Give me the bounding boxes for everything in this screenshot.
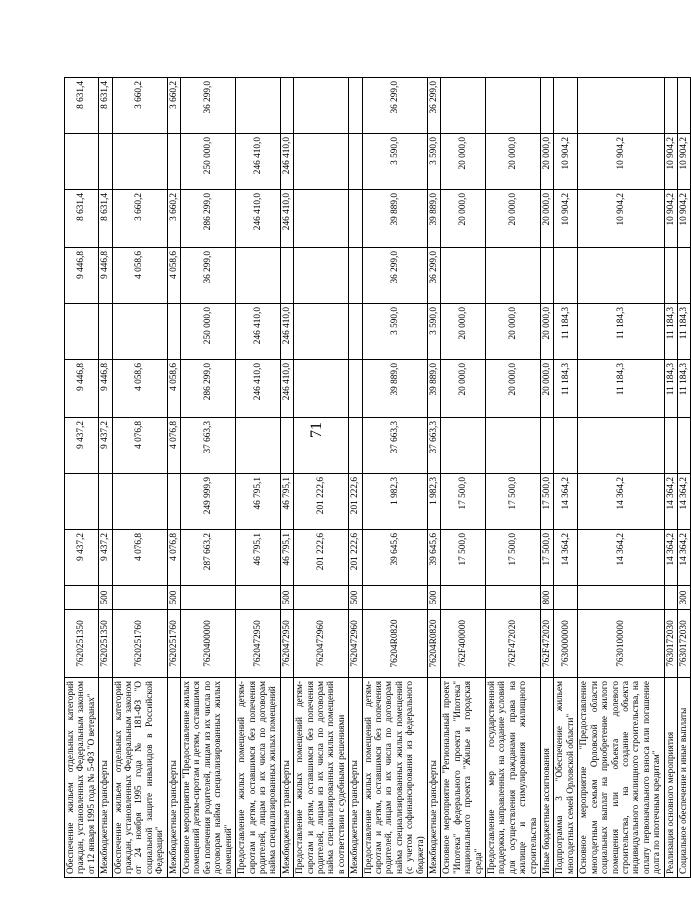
table-row	[112, 78, 167, 878]
cell-v3	[236, 418, 281, 474]
table-row	[294, 78, 349, 878]
table-row	[167, 78, 180, 878]
table-row	[181, 78, 236, 878]
cell-v4: 246 410,0	[280, 360, 293, 418]
cell-v8: 10 904,2	[677, 134, 690, 190]
cell-v8	[65, 134, 99, 190]
cell-v7: 8 631,4	[99, 190, 112, 248]
cell-v1: 9 437,2	[99, 530, 112, 586]
cell-name: Межбюджетные трансферты	[349, 678, 362, 878]
cell-name: Иные бюджетные ассигнования	[541, 678, 554, 878]
cell-v3: 9 437,2	[65, 418, 99, 474]
cell-name: Межбюджетные трансферты	[428, 678, 441, 878]
cell-v6	[349, 248, 362, 304]
table-row	[99, 78, 112, 878]
cell-v8: 20 000,0	[441, 134, 486, 190]
cell-v3: 37 663,3	[428, 418, 441, 474]
cell-v2: 1 982,3	[362, 474, 427, 530]
cell-code: 762F472020	[486, 610, 541, 678]
cell-v8: 10 904,2	[554, 134, 578, 190]
cell-v2: 201 222,6	[294, 474, 349, 530]
table-row	[65, 78, 99, 878]
cell-v5: 11 184,3	[578, 304, 664, 360]
cell-name: Межбюджетные трансферты	[280, 678, 293, 878]
cell-v8: 20 000,0	[541, 134, 554, 190]
cell-v4: 11 184,3	[554, 360, 578, 418]
cell-v3	[486, 418, 541, 474]
cell-v9	[294, 78, 349, 134]
cell-v7: 20 000,0	[541, 190, 554, 248]
table-row	[362, 78, 427, 878]
cell-vr	[664, 586, 677, 610]
cell-code: 7630100000	[578, 610, 664, 678]
cell-v6	[554, 248, 578, 304]
cell-v3	[441, 418, 486, 474]
cell-name: Межбюджетные трансферты	[99, 678, 112, 878]
cell-v4	[349, 360, 362, 418]
cell-vr	[362, 586, 427, 610]
cell-v4: 9 446,8	[99, 360, 112, 418]
cell-v4: 11 184,3	[677, 360, 690, 418]
cell-v8	[349, 134, 362, 190]
cell-v7: 246 410,0	[280, 190, 293, 248]
budget-table	[64, 77, 691, 878]
cell-v5: 3 590,0	[362, 304, 427, 360]
cell-vr: 300	[677, 586, 690, 610]
cell-v2: 1 982,3	[428, 474, 441, 530]
cell-v6: 36 299,0	[181, 248, 236, 304]
cell-v6: 9 446,8	[65, 248, 99, 304]
cell-v2: 201 222,6	[349, 474, 362, 530]
cell-v6: 4 058,6	[167, 248, 180, 304]
cell-v3	[294, 418, 349, 474]
cell-v6	[664, 248, 677, 304]
cell-vr	[181, 586, 236, 610]
cell-v5: 11 184,3	[554, 304, 578, 360]
cell-v3	[578, 418, 664, 474]
cell-v8: 20 000,0	[486, 134, 541, 190]
cell-v2: 46 795,1	[280, 474, 293, 530]
cell-v4: 39 889,0	[362, 360, 427, 418]
table-row	[578, 78, 664, 878]
cell-v7: 246 410,0	[236, 190, 281, 248]
cell-v3	[554, 418, 578, 474]
cell-v7: 20 000,0	[486, 190, 541, 248]
cell-v2: 46 795,1	[236, 474, 281, 530]
cell-v4: 286 299,0	[181, 360, 236, 418]
cell-v9: 3 660,2	[112, 78, 167, 134]
cell-v6	[294, 248, 349, 304]
cell-v5	[112, 304, 167, 360]
cell-v7: 10 904,2	[554, 190, 578, 248]
cell-v7: 20 000,0	[441, 190, 486, 248]
cell-code: 7630172030	[664, 610, 677, 678]
cell-v3: 37 663,3	[362, 418, 427, 474]
cell-v9	[236, 78, 281, 134]
cell-code: 7620472950	[280, 610, 293, 678]
cell-v3: 9 437,2	[99, 418, 112, 474]
cell-v1: 39 645,6	[428, 530, 441, 586]
cell-v5	[294, 304, 349, 360]
cell-code: 7620251760	[167, 610, 180, 678]
table-row	[554, 78, 578, 878]
cell-v7	[349, 190, 362, 248]
cell-name: Межбюджетные трансферты	[167, 678, 180, 878]
cell-code: 76204R0820	[362, 610, 427, 678]
cell-code: 7620472950	[236, 610, 281, 678]
cell-code: 7630172030	[677, 610, 690, 678]
cell-v4: 246 410,0	[236, 360, 281, 418]
cell-v6	[541, 248, 554, 304]
cell-v8	[294, 134, 349, 190]
cell-v8: 10 904,2	[664, 134, 677, 190]
budget-table-rotated	[64, 78, 689, 878]
cell-v1: 4 076,8	[112, 530, 167, 586]
cell-v8: 246 410,0	[236, 134, 281, 190]
table-body	[65, 78, 691, 878]
cell-name: Предоставление жилых помещений детям-сиротам и детям, оставшимся без попечения родителей, лицам из их числа по договорам найма специализированных жилых помещений (с учетом софинансирования из федерального бюджета)	[362, 678, 427, 878]
cell-vr	[486, 586, 541, 610]
cell-v2: 14 364,2	[677, 474, 690, 530]
cell-v4: 11 184,3	[664, 360, 677, 418]
cell-v6	[578, 248, 664, 304]
cell-v5	[349, 304, 362, 360]
cell-v7: 8 631,4	[65, 190, 99, 248]
cell-name: Реализация основного мероприятия	[664, 678, 677, 878]
cell-vr: 500	[428, 586, 441, 610]
cell-code: 762F400000	[441, 610, 486, 678]
cell-v2	[65, 474, 99, 530]
cell-v1: 14 364,2	[554, 530, 578, 586]
cell-v5: 20 000,0	[486, 304, 541, 360]
cell-v9: 8 631,4	[99, 78, 112, 134]
table-row	[541, 78, 554, 878]
cell-v7	[294, 190, 349, 248]
cell-v4: 39 889,0	[428, 360, 441, 418]
cell-code: 7620400000	[181, 610, 236, 678]
cell-name: Предоставление жилых помещений детям-сиротам и детям, оставшимся без попечения родителей, лицам из их числа по договорам найма специализированных жилых помещений в соответствии с судебными решениями	[294, 678, 349, 878]
cell-vr	[441, 586, 486, 610]
cell-code: 7630000000	[554, 610, 578, 678]
table-row	[280, 78, 293, 878]
cell-v1: 287 663,2	[181, 530, 236, 586]
cell-v3: 4 076,8	[112, 418, 167, 474]
cell-v9	[441, 78, 486, 134]
cell-name: Основное мероприятие "Региональный проект "Ипотека" федерального проекта "Ипотека" национального проекта "Жилье и городская среда"	[441, 678, 486, 878]
cell-vr	[554, 586, 578, 610]
cell-v5: 246 410,0	[280, 304, 293, 360]
cell-v1: 14 364,2	[664, 530, 677, 586]
cell-v2: 14 364,2	[554, 474, 578, 530]
cell-vr: 800	[541, 586, 554, 610]
cell-name: Обеспечение жильем отдельных категорий граждан, установленных Федеральным законом от 24 ноября 1995 года № 181-ФЗ "О социальной защите инвалидов в Российской Федерации"	[112, 678, 167, 878]
cell-code: 7620472960	[294, 610, 349, 678]
cell-name: Обеспечение жильем отдельных категорий граждан, установленных Федеральным законом от 12 января 1995 года № 5-ФЗ "О ветеранах"	[65, 678, 99, 878]
cell-v8	[167, 134, 180, 190]
table-row	[664, 78, 677, 878]
cell-v5: 11 184,3	[677, 304, 690, 360]
cell-v9	[349, 78, 362, 134]
cell-v9	[541, 78, 554, 134]
cell-v9: 36 299,0	[362, 78, 427, 134]
cell-v7: 3 660,2	[167, 190, 180, 248]
cell-v3	[664, 418, 677, 474]
table-row	[236, 78, 281, 878]
cell-name: Подпрограмма 3 "Обеспечение жильем многодетных семей Орловской области"	[554, 678, 578, 878]
cell-code: 762F472020	[541, 610, 554, 678]
cell-v6	[677, 248, 690, 304]
cell-v1: 17 500,0	[441, 530, 486, 586]
cell-v9	[554, 78, 578, 134]
cell-v2	[112, 474, 167, 530]
cell-v4: 9 446,8	[65, 360, 99, 418]
cell-vr: 500	[280, 586, 293, 610]
cell-v4: 20 000,0	[441, 360, 486, 418]
cell-v3	[349, 418, 362, 474]
cell-v9	[486, 78, 541, 134]
cell-v1: 46 795,1	[280, 530, 293, 586]
cell-vr: 500	[167, 586, 180, 610]
cell-v1: 201 222,6	[294, 530, 349, 586]
cell-v5	[167, 304, 180, 360]
cell-v2: 17 500,0	[441, 474, 486, 530]
cell-v9: 3 660,2	[167, 78, 180, 134]
cell-v1: 9 437,2	[65, 530, 99, 586]
cell-v5: 20 000,0	[541, 304, 554, 360]
cell-name: Социальное обеспечение и иные выплаты	[677, 678, 690, 878]
cell-v8: 250 000,0	[181, 134, 236, 190]
cell-v7: 10 904,2	[664, 190, 677, 248]
cell-v9	[677, 78, 690, 134]
cell-v3: 37 663,3	[181, 418, 236, 474]
cell-code: 7620251350	[65, 610, 99, 678]
cell-v5: 246 410,0	[236, 304, 281, 360]
cell-vr	[294, 586, 349, 610]
cell-v3	[677, 418, 690, 474]
table-row	[441, 78, 486, 878]
table-row	[486, 78, 541, 878]
cell-v8: 246 410,0	[280, 134, 293, 190]
cell-code: 7620251760	[112, 610, 167, 678]
cell-code: 7620251350	[99, 610, 112, 678]
cell-v1: 17 500,0	[541, 530, 554, 586]
cell-v2: 14 364,2	[664, 474, 677, 530]
cell-code: 76204R0820	[428, 610, 441, 678]
cell-v9: 36 299,0	[181, 78, 236, 134]
cell-v6	[236, 248, 281, 304]
cell-v2: 14 364,2	[578, 474, 664, 530]
cell-v4	[294, 360, 349, 418]
cell-v4: 20 000,0	[486, 360, 541, 418]
cell-v5: 11 184,3	[664, 304, 677, 360]
cell-v7: 39 889,0	[428, 190, 441, 248]
cell-v1: 14 364,2	[578, 530, 664, 586]
table-row	[428, 78, 441, 878]
cell-code: 7620472960	[349, 610, 362, 678]
cell-v9: 36 299,0	[428, 78, 441, 134]
cell-v6: 36 299,0	[362, 248, 427, 304]
cell-v5: 20 000,0	[441, 304, 486, 360]
cell-v6	[280, 248, 293, 304]
cell-v2: 17 500,0	[541, 474, 554, 530]
cell-v1: 17 500,0	[486, 530, 541, 586]
cell-v3	[280, 418, 293, 474]
cell-v4: 4 058,6	[167, 360, 180, 418]
table-row	[677, 78, 690, 878]
cell-vr	[236, 586, 281, 610]
cell-vr	[65, 586, 99, 610]
cell-v4: 4 058,6	[112, 360, 167, 418]
cell-vr	[112, 586, 167, 610]
cell-v1: 14 364,2	[677, 530, 690, 586]
table-row	[349, 78, 362, 878]
cell-v8: 3 590,0	[362, 134, 427, 190]
cell-v1: 4 076,8	[167, 530, 180, 586]
cell-vr: 500	[349, 586, 362, 610]
cell-vr	[578, 586, 664, 610]
cell-v1: 46 795,1	[236, 530, 281, 586]
cell-vr: 500	[99, 586, 112, 610]
cell-v3	[541, 418, 554, 474]
cell-v9: 8 631,4	[65, 78, 99, 134]
cell-v4: 11 184,3	[578, 360, 664, 418]
cell-v8	[112, 134, 167, 190]
cell-v8: 10 904,2	[578, 134, 664, 190]
cell-v5	[99, 304, 112, 360]
cell-v9	[280, 78, 293, 134]
cell-name: Основное мероприятие "Предоставление многодетным семьям Орловской области социальных выплат на приобретение жилого помещения или объекта долевого строительства, на создание объекта индивидуального жилищного строительства, на оплату первоначального взноса или погашение долга по ипотечным кредитам"	[578, 678, 664, 878]
cell-v9	[578, 78, 664, 134]
cell-v2	[167, 474, 180, 530]
cell-v2: 249 999,9	[181, 474, 236, 530]
cell-v5	[65, 304, 99, 360]
cell-v3: 4 076,8	[167, 418, 180, 474]
cell-v6: 9 446,8	[99, 248, 112, 304]
cell-v4: 20 000,0	[541, 360, 554, 418]
cell-v2: 17 500,0	[486, 474, 541, 530]
cell-v6: 4 058,6	[112, 248, 167, 304]
page-number: 71	[308, 422, 325, 438]
cell-v5: 3 590,0	[428, 304, 441, 360]
cell-v7: 10 904,2	[677, 190, 690, 248]
cell-v1: 39 645,6	[362, 530, 427, 586]
cell-v7: 39 889,0	[362, 190, 427, 248]
cell-v7: 286 299,0	[181, 190, 236, 248]
cell-v5: 250 000,0	[181, 304, 236, 360]
cell-v2	[99, 474, 112, 530]
cell-name: Предоставление жилых помещений детям-сиротам и детям, оставшимся без попечения родителей, лицам из их числа по договорам найма специализированных жилых помещений	[236, 678, 281, 878]
cell-v8	[99, 134, 112, 190]
cell-v8: 3 590,0	[428, 134, 441, 190]
cell-v6: 36 299,0	[428, 248, 441, 304]
cell-v1: 201 222,6	[349, 530, 362, 586]
cell-v9	[664, 78, 677, 134]
cell-v7: 10 904,2	[578, 190, 664, 248]
cell-name: Основное мероприятие "Предоставление жилых помещений детям-сиротам и детям, оставшимся без попечения родителей, лицам из их числа по договорам найма специализированных жилых помещений"	[181, 678, 236, 878]
cell-v6	[486, 248, 541, 304]
cell-name: Предоставление мер государственной поддержки, направленных на создание условий для осуществления гражданами права на жилище и стимулирования жилищного строительства	[486, 678, 541, 878]
cell-v6	[441, 248, 486, 304]
cell-v7: 3 660,2	[112, 190, 167, 248]
